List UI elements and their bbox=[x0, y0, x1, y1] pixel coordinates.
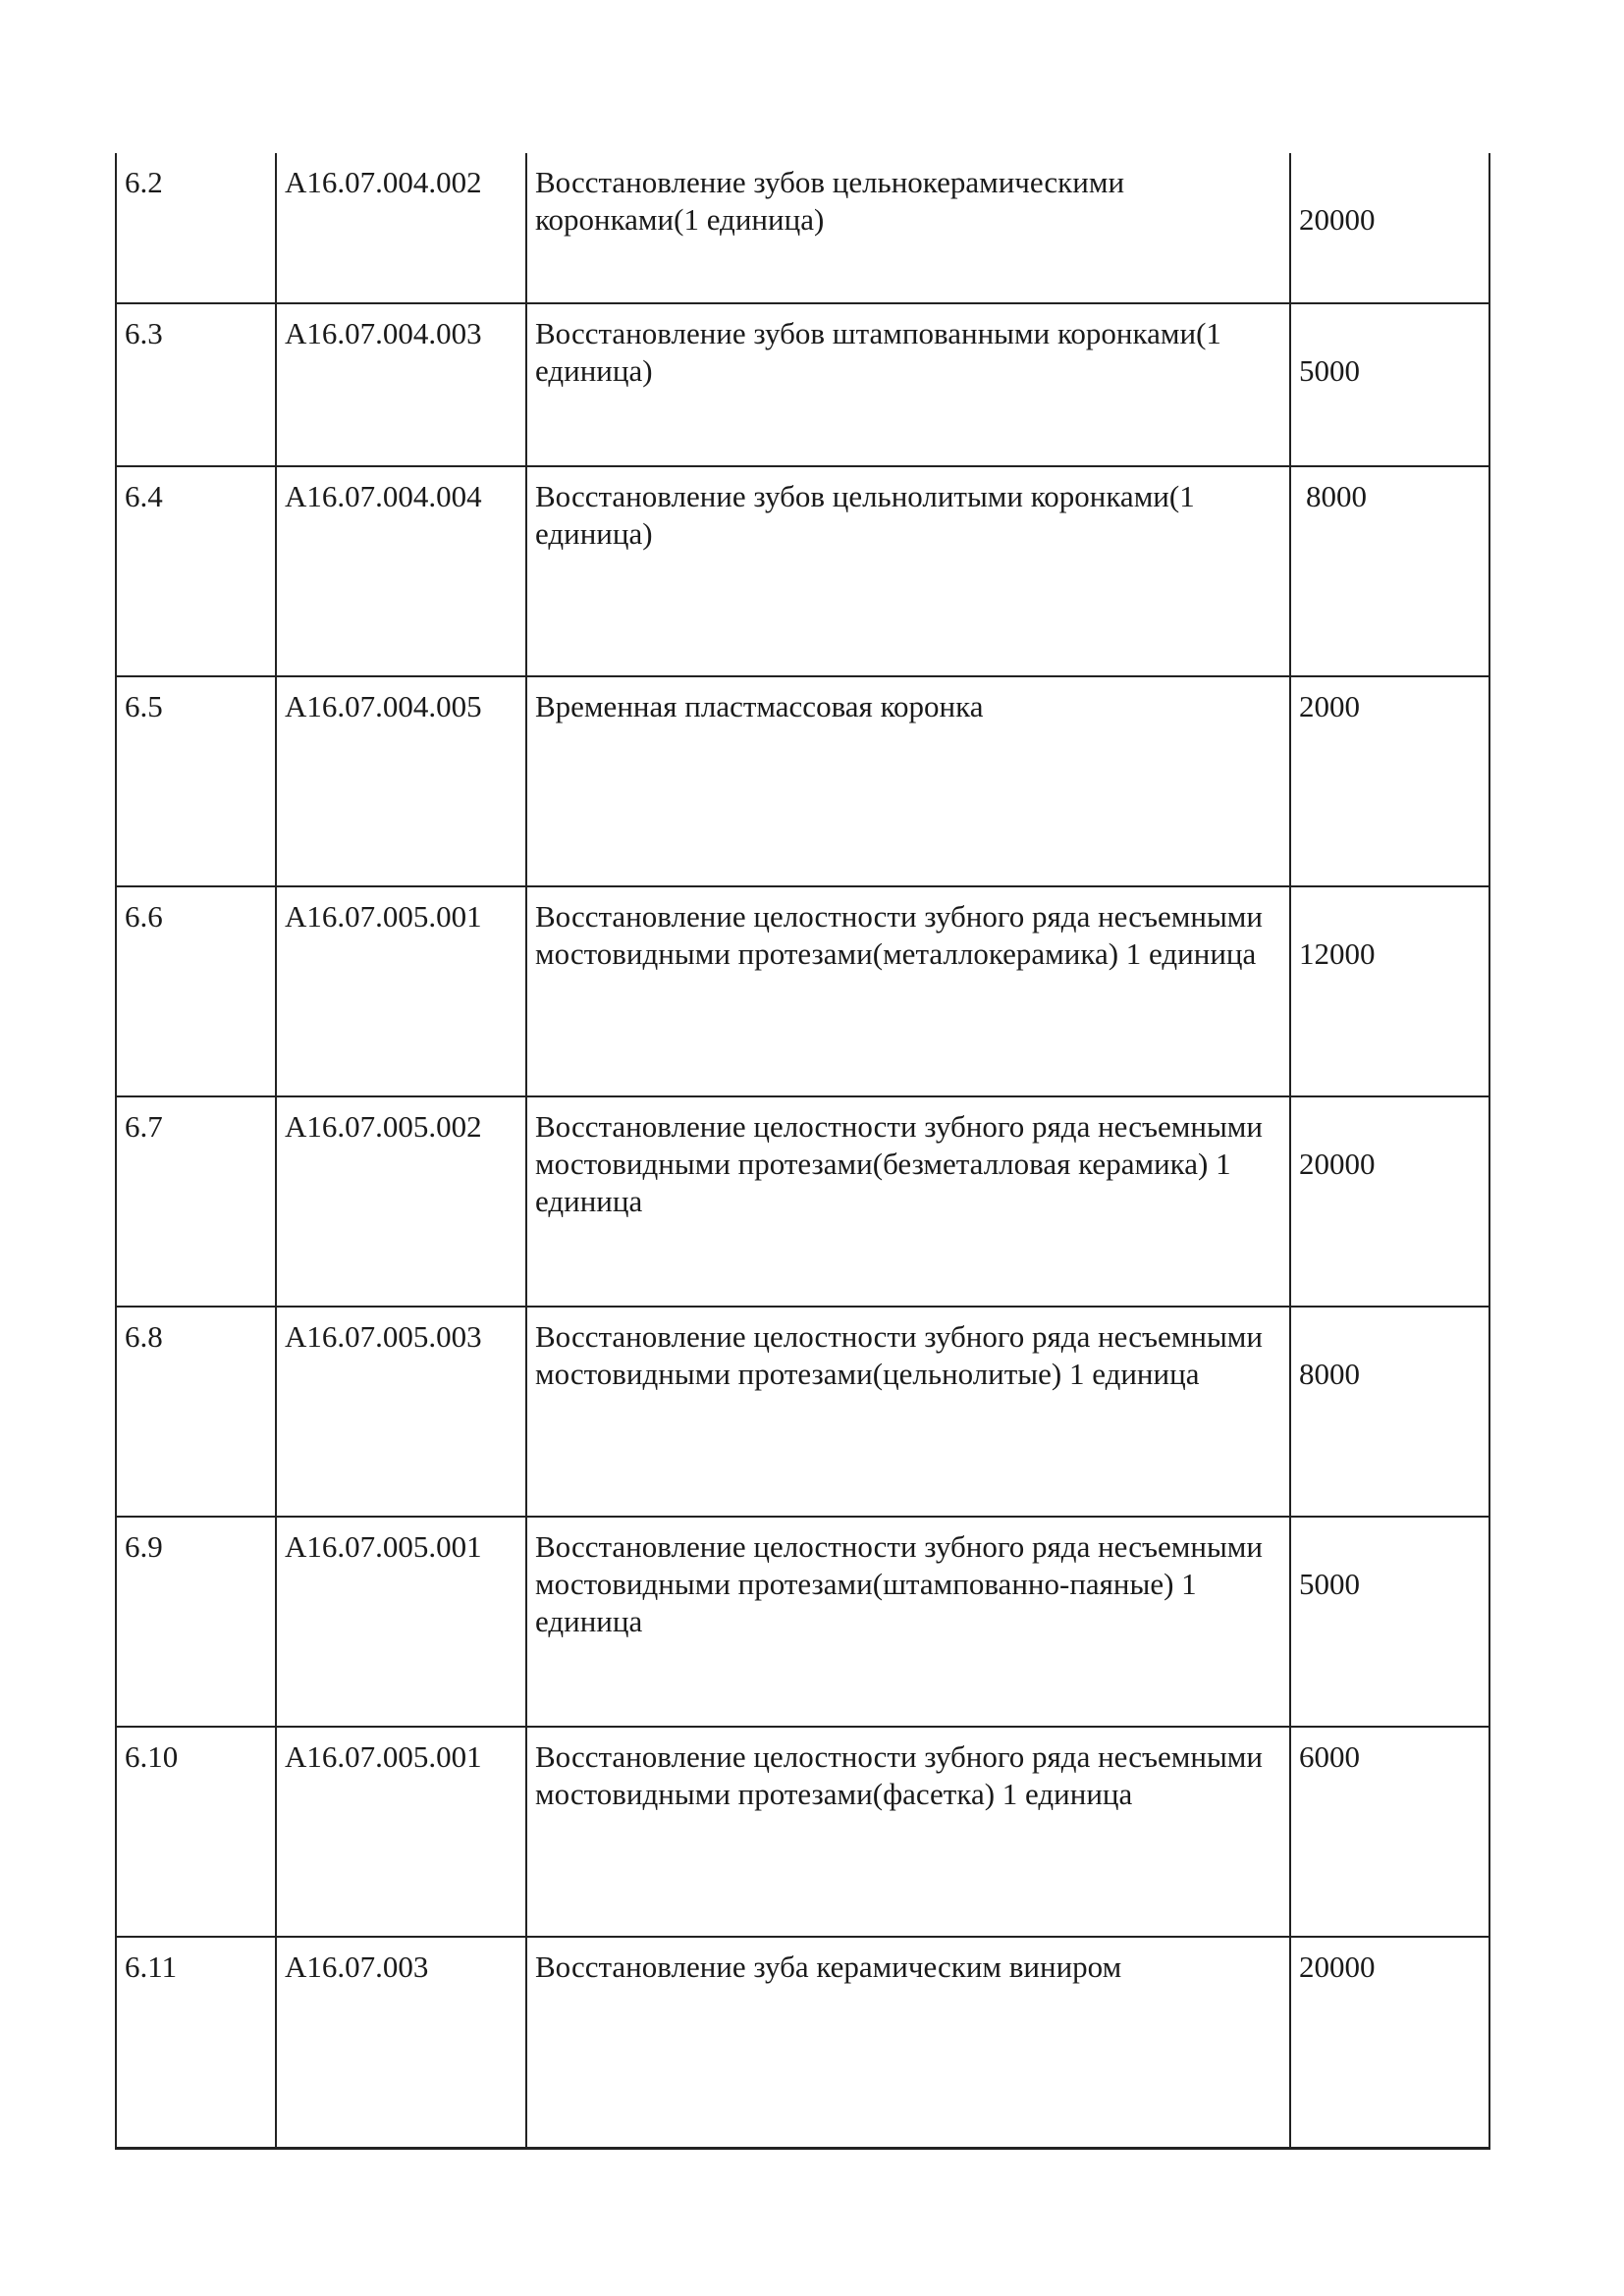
service-price-cell bbox=[1290, 1307, 1489, 1517]
service-code: А16.07.004.003 bbox=[276, 303, 526, 466]
service-price-cell bbox=[1290, 303, 1489, 466]
table-row bbox=[116, 1517, 1489, 1727]
table-row bbox=[116, 153, 1489, 303]
row-number: 6.11 bbox=[116, 1937, 276, 2148]
service-price: 20000 bbox=[1299, 1147, 1376, 1181]
service-code: А16.07.003 bbox=[276, 1937, 526, 2148]
table-row bbox=[116, 1096, 1489, 1307]
table-row bbox=[116, 303, 1489, 466]
service-price-cell bbox=[1290, 1517, 1489, 1727]
service-price-cell bbox=[1290, 1096, 1489, 1307]
service-price: 5000 bbox=[1299, 353, 1360, 388]
row-number: 6.4 bbox=[116, 466, 276, 676]
service-price: 2000 bbox=[1299, 689, 1360, 723]
row-number: 6.10 bbox=[116, 1727, 276, 1937]
service-price: 20000 bbox=[1299, 1949, 1376, 1984]
service-price-cell bbox=[1290, 886, 1489, 1096]
table-row bbox=[116, 1937, 1489, 2148]
service-description: Восстановление целостности зубного ряда несъемными мостовидными протезами(металлокерамика) 1 единица bbox=[526, 886, 1290, 1096]
row-number: 6.9 bbox=[116, 1517, 276, 1727]
service-price-cell bbox=[1290, 1937, 1489, 2148]
table-row bbox=[116, 1727, 1489, 1937]
service-price: 12000 bbox=[1299, 936, 1376, 971]
service-description: Восстановление зуба керамическим виниром bbox=[526, 1937, 1290, 2148]
service-price-cell bbox=[1290, 676, 1489, 886]
service-price-cell bbox=[1290, 466, 1489, 676]
service-code: А16.07.004.002 bbox=[276, 153, 526, 303]
row-number: 6.7 bbox=[116, 1096, 276, 1307]
row-number: 6.3 bbox=[116, 303, 276, 466]
service-price: 5000 bbox=[1299, 1567, 1360, 1601]
service-description: Временная пластмассовая коронка bbox=[526, 676, 1290, 886]
service-code: А16.07.005.003 bbox=[276, 1307, 526, 1517]
service-price: 8000 bbox=[1299, 1357, 1360, 1391]
price-list-table bbox=[115, 153, 1490, 2150]
service-price-cell bbox=[1290, 153, 1489, 303]
service-description: Восстановление целостности зубного ряда несъемными мостовидными протезами(штампованно-паяные) 1 единица bbox=[526, 1517, 1290, 1727]
service-code: А16.07.005.002 bbox=[276, 1096, 526, 1307]
row-number: 6.2 bbox=[116, 153, 276, 303]
service-description: Восстановление зубов цельнолитыми коронками(1 единица) bbox=[526, 466, 1290, 676]
table-row bbox=[116, 676, 1489, 886]
service-code: А16.07.005.001 bbox=[276, 1727, 526, 1937]
service-description: Восстановление целостности зубного ряда несъемными мостовидными протезами(безметалловая керамика) 1 единица bbox=[526, 1096, 1290, 1307]
service-price: 6000 bbox=[1299, 1739, 1360, 1774]
row-number: 6.5 bbox=[116, 676, 276, 886]
service-price: 20000 bbox=[1299, 202, 1376, 237]
service-price-cell bbox=[1290, 1727, 1489, 1937]
service-code: А16.07.004.004 bbox=[276, 466, 526, 676]
service-description: Восстановление целостности зубного ряда несъемными мостовидными протезами(фасетка) 1 единица bbox=[526, 1727, 1290, 1937]
service-description: Восстановление зубов штампованными коронками(1 единица) bbox=[526, 303, 1290, 466]
table-row bbox=[116, 1307, 1489, 1517]
row-number: 6.8 bbox=[116, 1307, 276, 1517]
table-row bbox=[116, 886, 1489, 1096]
service-description: Восстановление зубов цельнокерамическими коронками(1 единица) bbox=[526, 153, 1290, 303]
service-code: А16.07.004.005 bbox=[276, 676, 526, 886]
service-code: А16.07.005.001 bbox=[276, 1517, 526, 1727]
table-row bbox=[116, 466, 1489, 676]
service-description: Восстановление целостности зубного ряда несъемными мостовидными протезами(цельнолитые) 1 единица bbox=[526, 1307, 1290, 1517]
service-code: А16.07.005.001 bbox=[276, 886, 526, 1096]
row-number: 6.6 bbox=[116, 886, 276, 1096]
service-price: 8000 bbox=[1306, 479, 1367, 513]
